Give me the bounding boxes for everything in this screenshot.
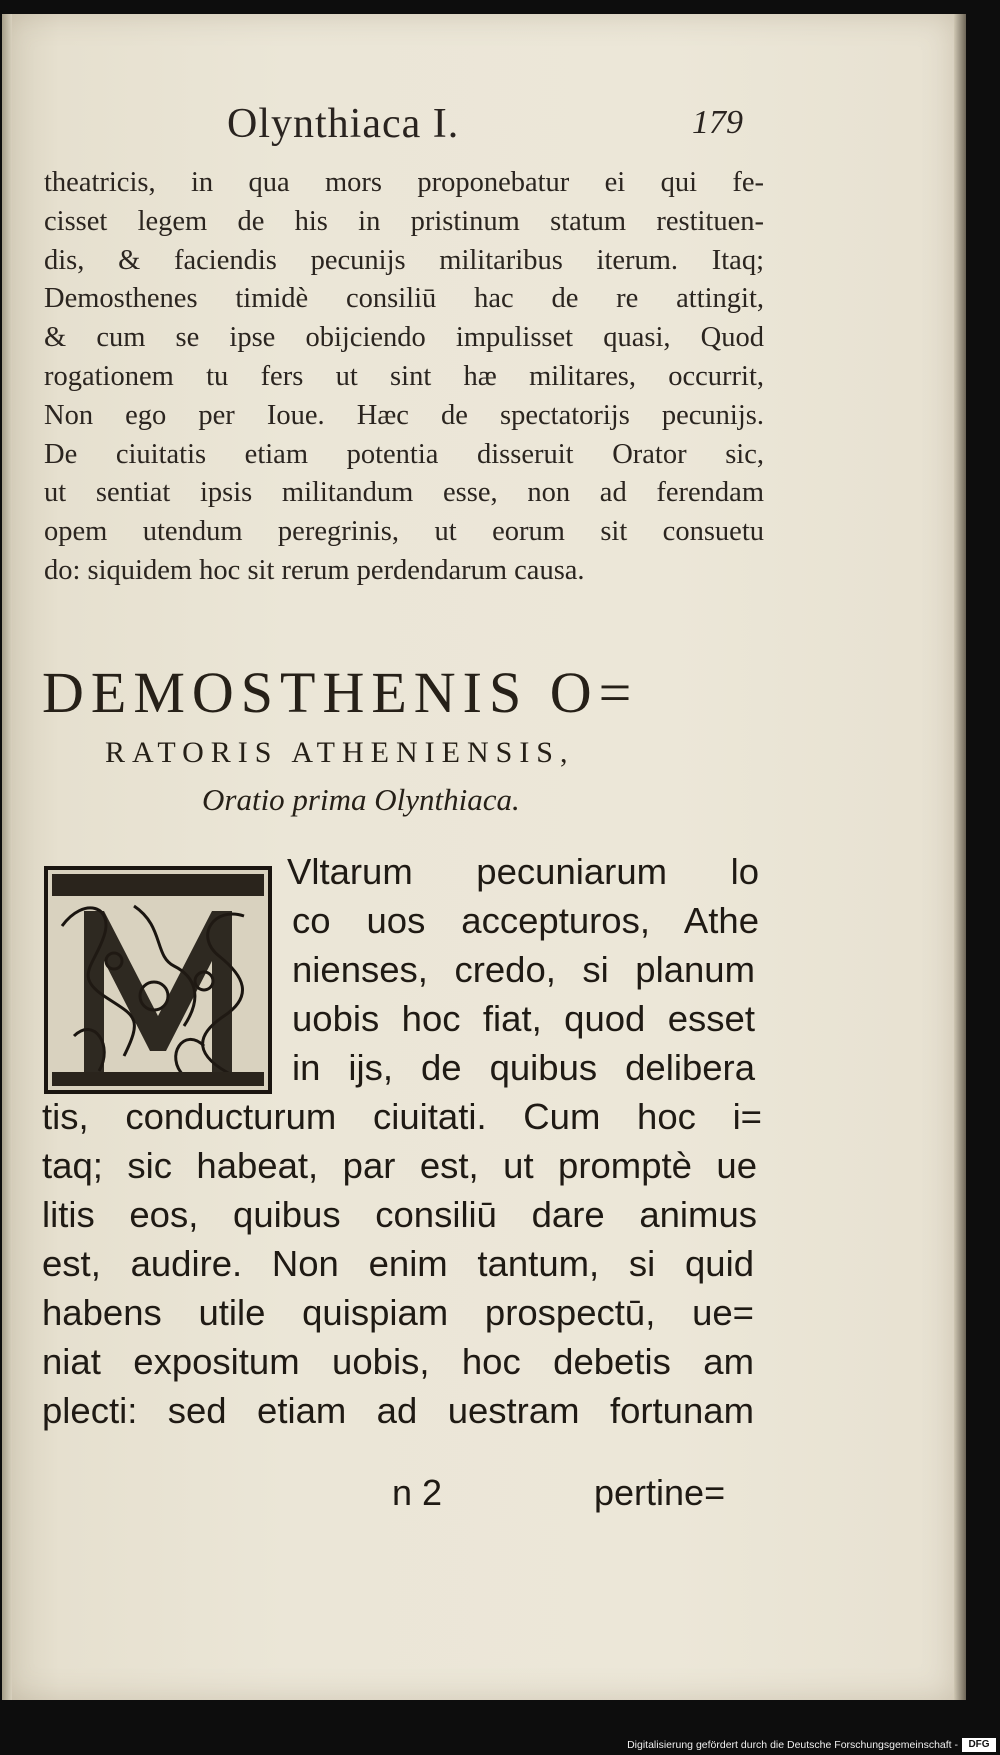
summary-line: theatricis, in qua mors proponebatur ei qui fe- [44, 167, 764, 198]
body-line: habens utile quispiam prospectū, ue= [42, 1292, 754, 1333]
body-line: litis eos, quibus consiliū dare animus [42, 1194, 757, 1235]
summary-line: opem utendum peregrinis, ut eorum sit consuetu [44, 516, 764, 548]
summary-line: rogationem tu fers ut sint hæ militares, occurrit, [44, 360, 764, 392]
body-line: tis, conducturum ciuitati. Cum hoc i= [42, 1096, 762, 1137]
digitization-credit: Digitalisierung gefördert durch die Deutsche Forschungsgemeinschaft - [627, 1739, 958, 1751]
decorated-initial-m-icon [44, 866, 272, 1094]
body-line: nienses, credo, si planum [292, 949, 755, 990]
running-header [2, 94, 954, 164]
page-number: 179 [692, 104, 743, 141]
title-line-2: RATORIS ATHENIENSIS, [105, 736, 575, 769]
body-line: in ijs, de quibus delibera [292, 1047, 755, 1088]
summary-line: ut sentiat ipsis militandum esse, non ad ferendam [44, 477, 764, 509]
summary-line: Non ego per Ioue. Hæc de spectatorijs pecunijs. [44, 399, 764, 431]
body-line: Vltarum pecuniarum lo [287, 851, 759, 892]
body-line: uobis hoc fiat, quod esset [292, 998, 755, 1039]
body-line: niat expositum uobis, hoc debetis am [42, 1341, 754, 1382]
book-page [2, 14, 954, 1700]
dfg-logo: DFG [962, 1738, 996, 1752]
signature-mark: n 2 [392, 1472, 443, 1513]
summary-line: dis, & faciendis pecunijs militaribus iterum. Itaq; [44, 244, 764, 276]
title-line-3: Oratio prima Olynthiaca. [202, 782, 520, 817]
summary-line: De ciuitatis etiam potentia disseruit Orator sic, [44, 438, 764, 470]
summary-line: cisset legem de his in pristinum statum restituen- [44, 205, 764, 237]
body-line: plecti: sed etiam ad uestram fortunam [42, 1390, 754, 1431]
summary-line: do: siquidem hoc sit rerum perdendarum causa. [44, 554, 585, 586]
running-title: Olynthiaca I. [227, 101, 460, 147]
body-line: co uos accepturos, Athe [292, 900, 759, 941]
title-line-1: DEMOSTHENIS O= [42, 660, 639, 725]
summary-line: Demosthenes timidè consiliū hac de re attingit, [44, 283, 764, 315]
body-line: taq; sic habeat, par est, ut promptè ue [42, 1145, 757, 1186]
page-edge-shadow [954, 14, 966, 1700]
argument-summary [44, 164, 764, 591]
page-gutter-shadow [2, 14, 12, 1700]
body-line: est, audire. Non enim tantum, si quid [42, 1243, 754, 1284]
page-footer-catchline [2, 1472, 954, 1522]
summary-line: & cum se ipse obijciendo impulisset quasi, Quod [44, 322, 764, 354]
catchword: pertine= [594, 1472, 726, 1513]
